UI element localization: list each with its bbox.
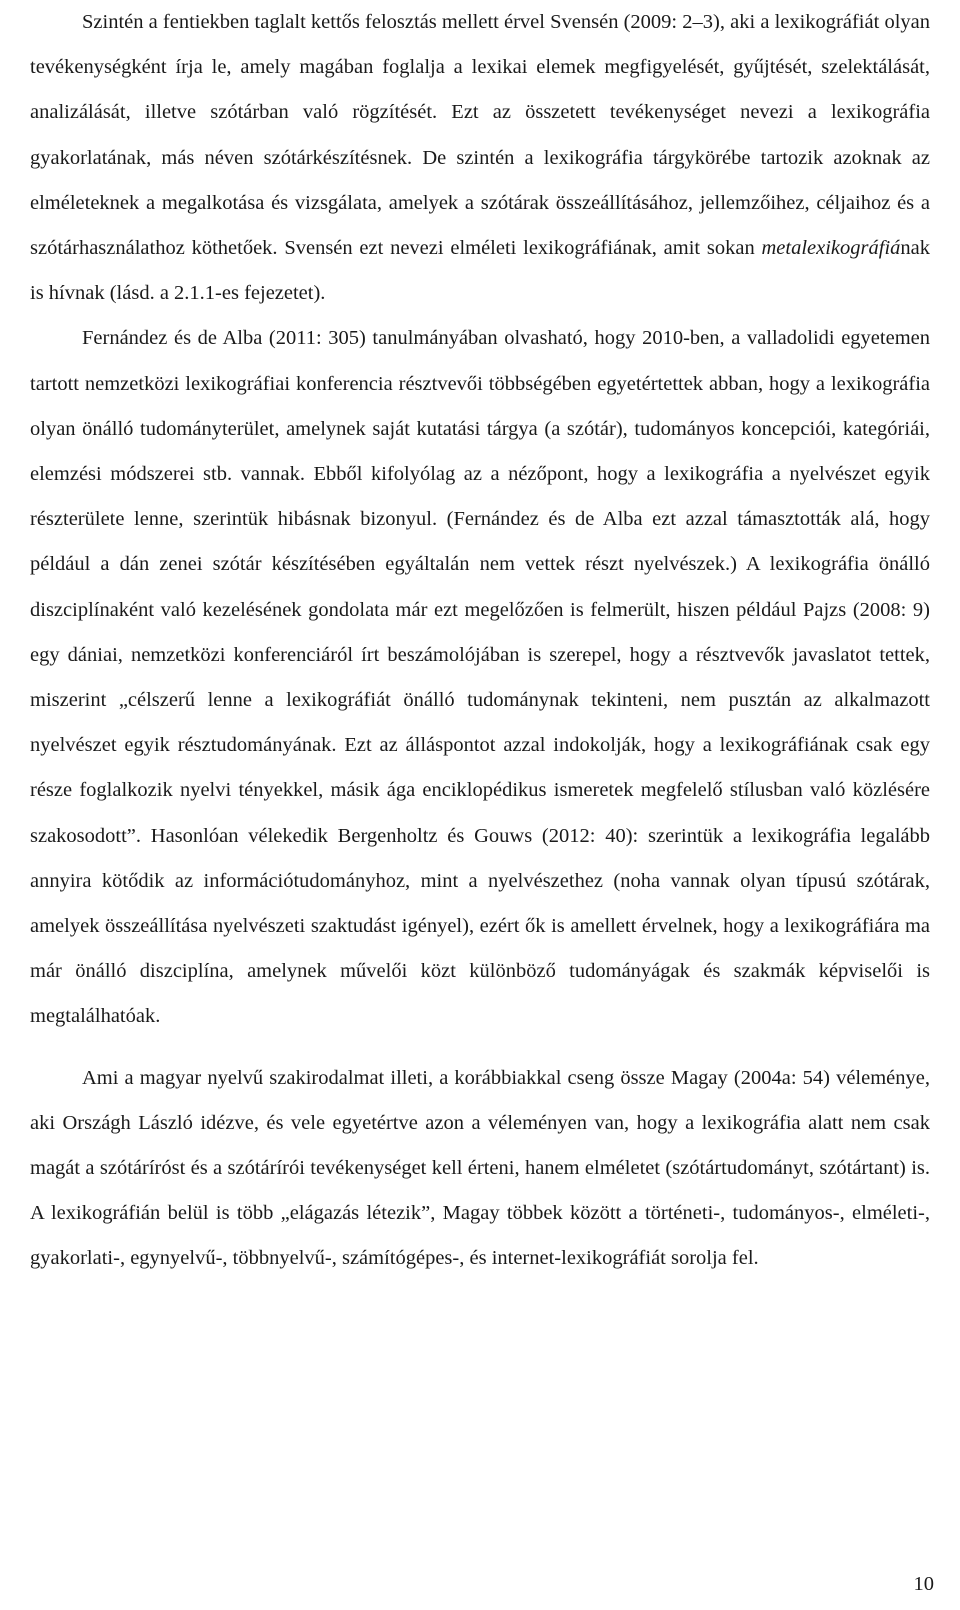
paragraph-1 <box>30 0 930 316</box>
paragraph-3: Ami a magyar nyelvű szakirodalmat illeti, a korábbiakkal cseng össze Magay (2004a: 54) véleménye, aki Országh László idézve, és vele egyetértve azon a véleményen van, hogy a lexikográfia alatt nem csak magát a szótáríróst és a szótárírói tevékenységet kell érteni, hanem elméletet (szótártudományt, szótártant) is. A lexikográfián belül is több „elágazás létezik”, Magay többek között a történeti-, tudományos-, elméleti-, gyakorlati-, egynyelvű-, többnyelvű-, számítógépes-, és internet-lexikográfiát sorolja fel. <box>30 1066 930 1270</box>
paragraph-1-text-end: nak is hívnak (lásd. a 2.1.1-es fejezetet). <box>30 237 930 305</box>
page-number: 10 <box>913 1573 934 1595</box>
paragraph-2: Fernández és de Alba (2011: 305) tanulmányában olvasható, hogy 2010-ben, a valladolidi egyetemen tartott nemzetközi lexikográfiai konferencia résztvevői többségében egyetértettek abban, hogy a lexikográfia olyan önálló tudományterület, amelynek saját kutatási tárgya (a szótár), tudományos koncepciói, kategóriái, elemzési módszerei stb. vannak. Ebből kifolyólag az a nézőpont, hogy a lexikográfia a nyelvészet egyik részterülete lenne, szerintük hibásnak bizonyul. (Fernández és de Alba ezt azzal támasztották alá, hogy például a dán zenei szótár készítésében egyáltalán nem vettek részt nyelvészek.) A lexikográfia önálló diszciplínaként való kezelésének gondolata már ezt megelőzően is felmerült, hiszen például Pajzs (2008: 9) egy dániai, nemzetközi konferenciáról írt beszámolójában is szerepel, hogy a résztvevők javaslatot tettek, miszerint „célszerű lenne a lexikográfiát önálló tudománynak tekinteni, nem pusztán az alkalmazott nyelvészet egyik résztudományának. Ezt az álláspontot azzal indokolják, hogy a lexikográfiának csak egy része foglalkozik nyelvi tényekkel, másik ága enciklopédikus ismeretek megfelelő stílusban való közlésére szakosodott”. Hasonlóan vélekedik Bergenholtz és Gouws (2012: 40): szerintük a lexikográfia legalább annyira kötődik az információtudományhoz, mint a nyelvészethez (noha vannak olyan típusú szótárak, amelyek összeállítása nyelvészeti szaktudást igényel), ezért ők is amellett érvelnek, hogy a lexikográfiára ma már önálló diszciplína, amelynek művelői közt különböző tudományágak és szakmák képviselői is megtalálhatóak. <box>30 327 930 1028</box>
italic-term: metalexikográfiá <box>761 237 901 260</box>
paragraph-1-text: Szintén a fentiekben taglalt kettős felosztás mellett érvel Svensén (2009: 2–3), aki a lexikográfiát olyan tevékenységként írja le, amely magában foglalja a lexikai elemek megfigyelését, gyűjtését, szelektálását, analizálását, illetve szótárban való rögzítését. Ezt az összetett tevékenységet nevezi a lexikográfia gyakorlatának, más néven szótárkészítésnek. De szintén a lexikográfia tárgykörébe tartozik azoknak az elméleteknek a megalkotása és vizsgálata, amelyek a szótárak összeállításához, jellemzőihez, céljaihoz és a szótárhasználathoz köthetőek. Svensén ezt nevezi elméleti lexikográfiának, amit sokan <box>30 11 930 260</box>
body-text <box>30 0 930 1282</box>
